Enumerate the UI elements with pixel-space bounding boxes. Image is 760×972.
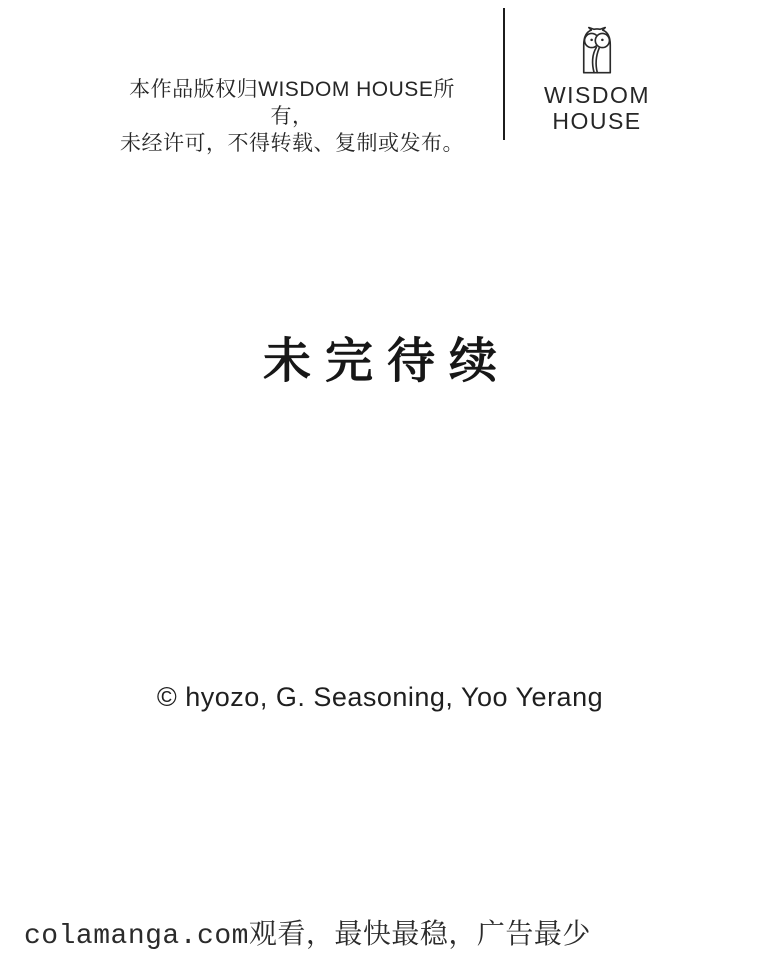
copyright-notice-line1: 本作品版权归WISDOM HOUSE所有， [129, 78, 455, 128]
site-watermark: colamanga.com观看，最快最稳，广告最少 [24, 921, 591, 952]
to-be-continued-title: 未完待续 [262, 333, 511, 389]
publisher-logo [537, 26, 657, 134]
publisher-name-line2: HOUSE [552, 108, 642, 134]
publisher-name-line1: WISDOM [543, 82, 651, 108]
publisher-name [537, 82, 657, 134]
vertical-divider [503, 8, 505, 140]
copyright-notice-line2: 未经许可，不得转载、复制或发布。 [120, 132, 464, 155]
owl-icon [578, 26, 616, 74]
author-credits: © hyozo, G. Seasoning, Yoo Yerang [156, 682, 604, 712]
copyright-notice [112, 76, 472, 157]
